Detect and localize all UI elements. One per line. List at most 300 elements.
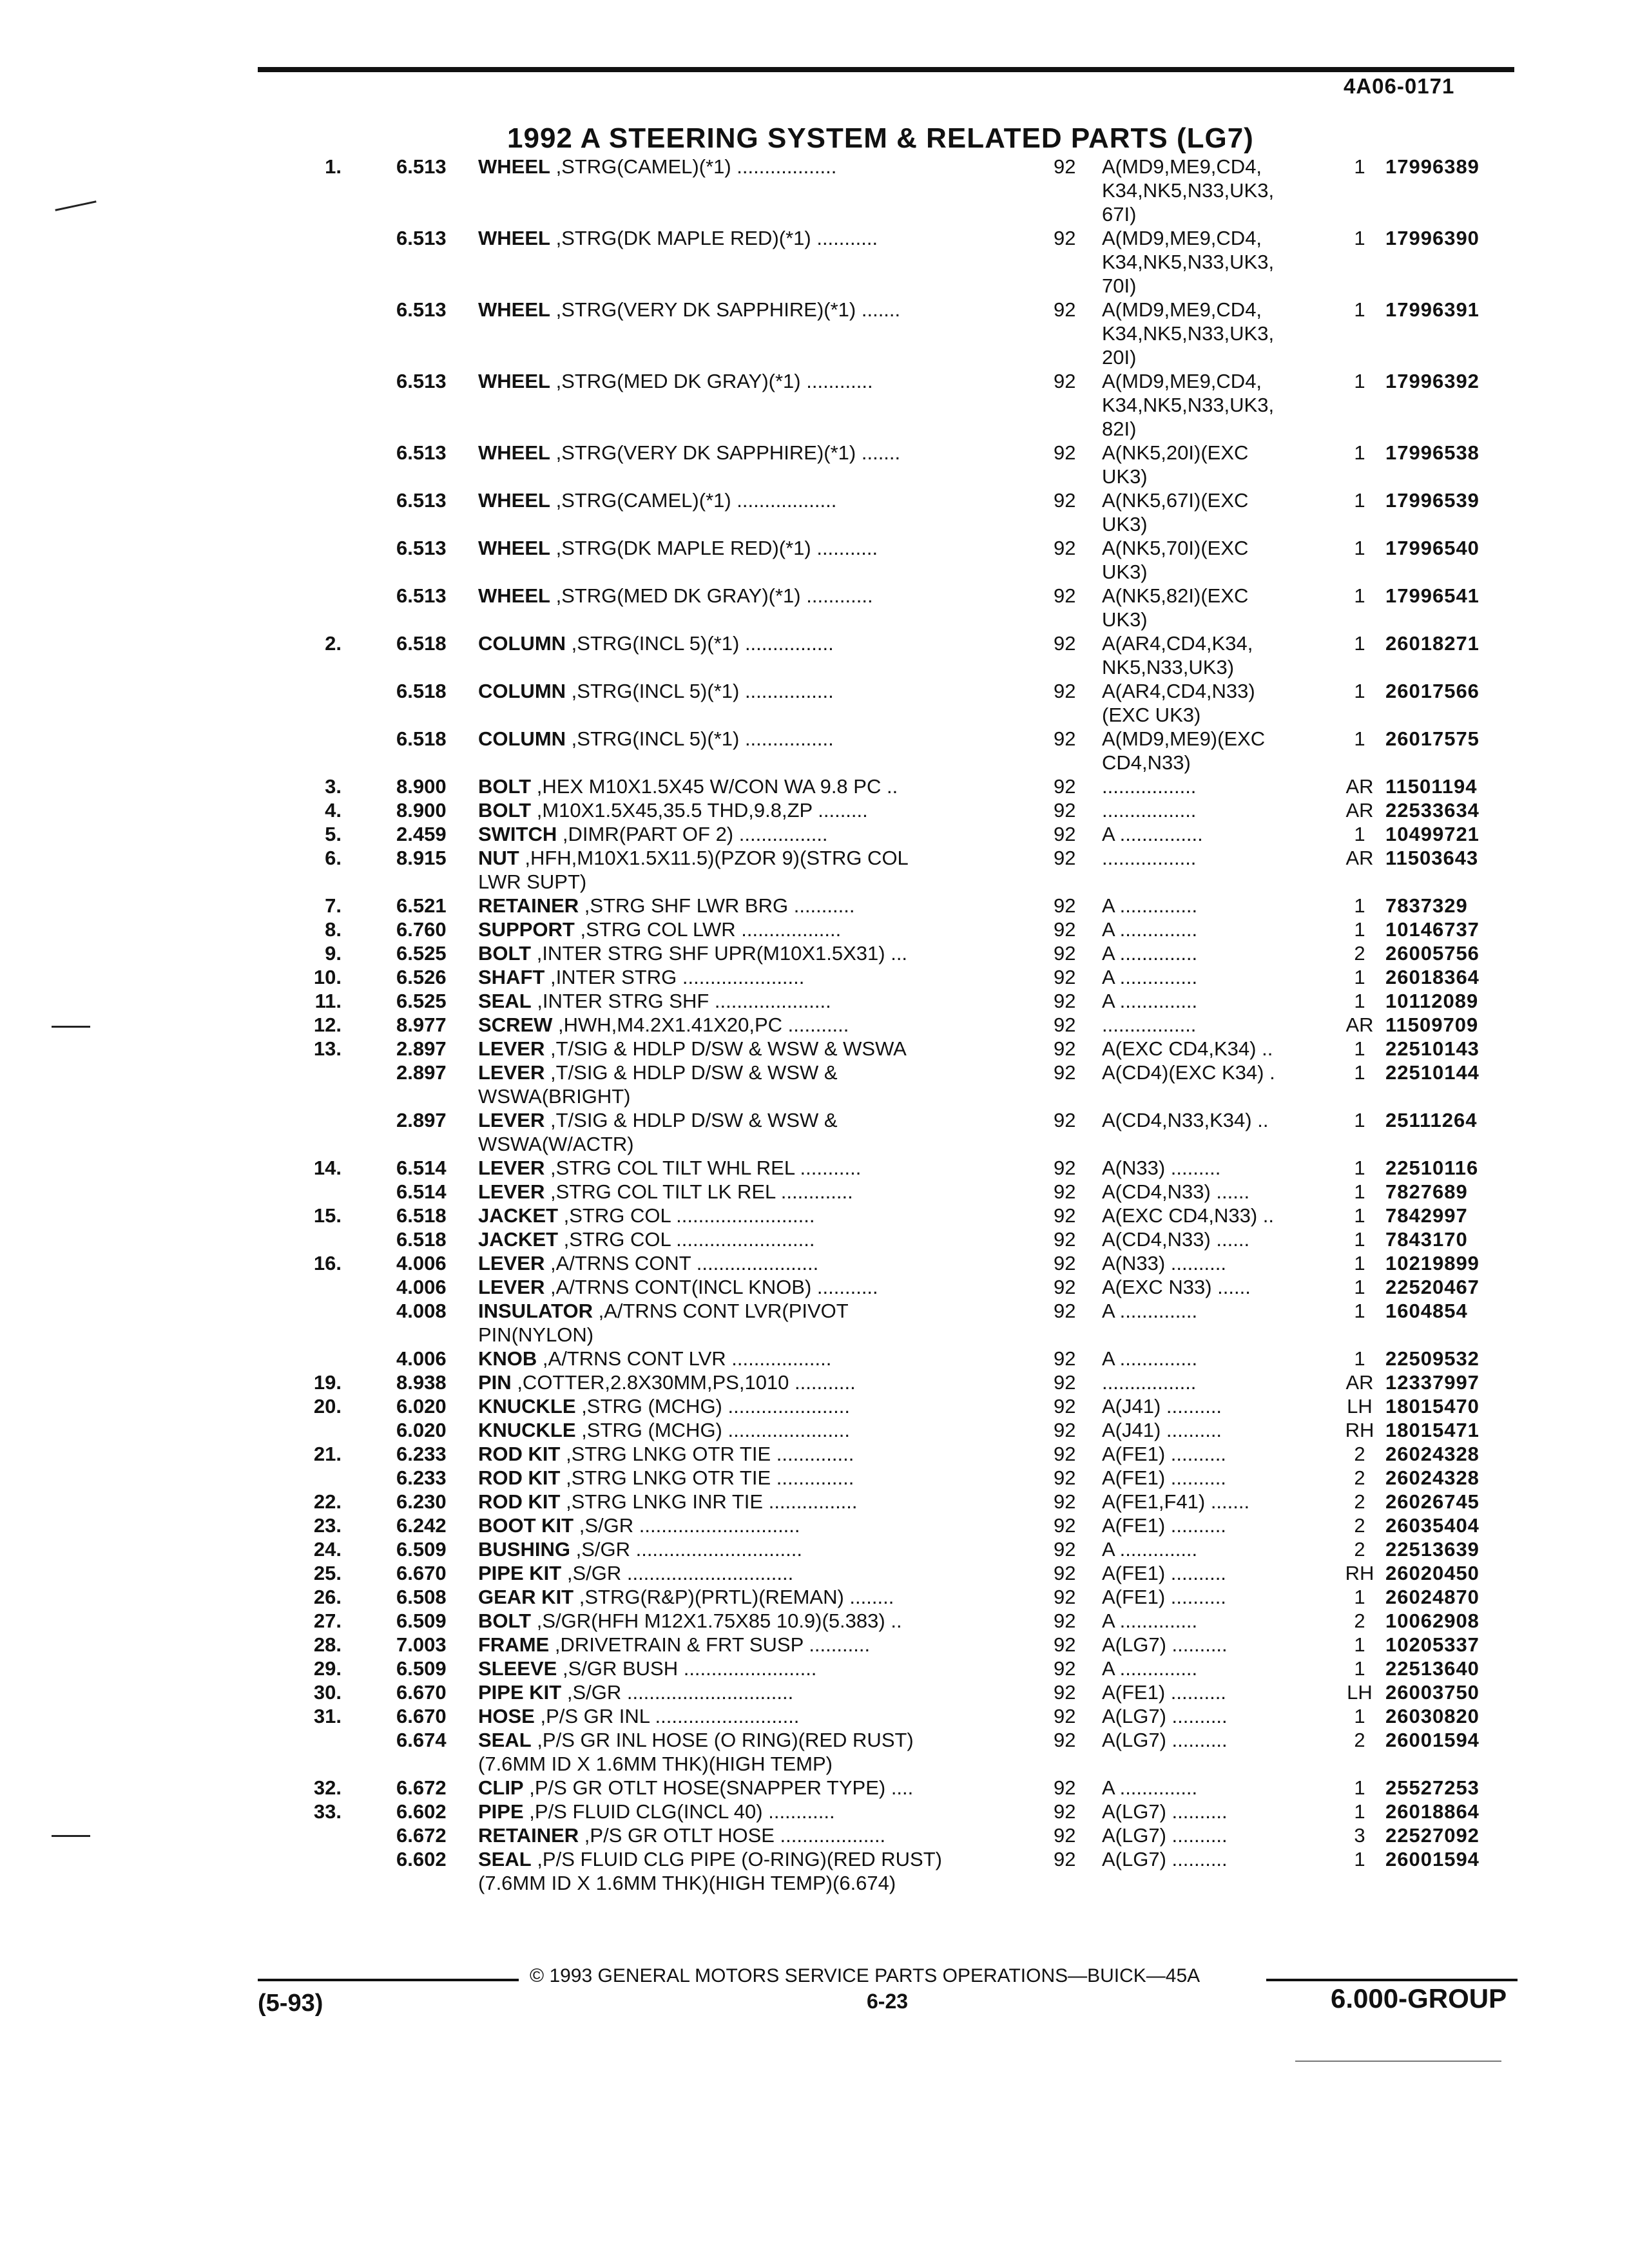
part-number: 10146737 bbox=[1385, 918, 1480, 941]
group-number: 6.020 bbox=[396, 1395, 447, 1418]
part-description bbox=[478, 989, 1007, 1013]
application: A(EXC N33) ...... bbox=[1102, 1276, 1251, 1298]
parts-row bbox=[0, 155, 1629, 226]
application: A(FE1) .......... bbox=[1102, 1681, 1226, 1704]
date-code: (5-93) bbox=[258, 1990, 323, 2017]
part-name: SCREW bbox=[478, 1014, 553, 1036]
group-number: 4.008 bbox=[396, 1300, 447, 1322]
application: A(FE1) .......... bbox=[1102, 1514, 1226, 1537]
parts-row bbox=[0, 1823, 1629, 1847]
part-number: 26020450 bbox=[1385, 1562, 1480, 1584]
application: A(EXC CD4,K34) .. bbox=[1102, 1037, 1273, 1060]
parts-row bbox=[0, 1037, 1629, 1061]
item-number: 5. bbox=[325, 823, 342, 845]
quantity: 2 bbox=[1354, 1610, 1365, 1632]
quantity: 1 bbox=[1354, 918, 1365, 941]
part-name: WHEEL bbox=[478, 441, 550, 464]
part-number: 22509532 bbox=[1385, 1347, 1480, 1370]
group-number: 8.977 bbox=[396, 1014, 447, 1036]
parts-row bbox=[0, 774, 1629, 798]
group-label: 6.000-GROUP bbox=[1331, 1983, 1507, 2013]
part-name: JACKET bbox=[478, 1204, 559, 1227]
part-detail: ,INTER STRG SHF ..................... bbox=[537, 990, 831, 1012]
part-number: 17996391 bbox=[1385, 298, 1480, 321]
model-year: 92 bbox=[1054, 632, 1076, 655]
part-name: SHAFT bbox=[478, 966, 545, 988]
part-name: WHEEL bbox=[478, 370, 550, 392]
part-number: 10499721 bbox=[1385, 823, 1480, 845]
part-name: LEVER bbox=[478, 1252, 545, 1274]
part-description bbox=[478, 1728, 1007, 1776]
parts-row bbox=[0, 369, 1629, 441]
model-year: 92 bbox=[1054, 1371, 1076, 1394]
parts-row bbox=[0, 727, 1629, 774]
part-detail: ,STRG(R&P)(PRTL)(REMAN) ........ bbox=[579, 1586, 894, 1608]
application: A(MD9,ME9,CD4, K34,NK5,N33,UK3, 20I) bbox=[1102, 298, 1275, 369]
part-number: 26003750 bbox=[1385, 1681, 1480, 1704]
part-description bbox=[478, 727, 1007, 751]
part-number: 1604854 bbox=[1385, 1300, 1468, 1322]
part-name: SUPPORT bbox=[478, 918, 575, 941]
part-name: KNOB bbox=[478, 1347, 537, 1370]
parts-row bbox=[0, 679, 1629, 727]
quantity: 1 bbox=[1354, 441, 1365, 464]
part-name: SWITCH bbox=[478, 823, 557, 845]
group-number: 6.518 bbox=[396, 1204, 447, 1227]
model-year: 92 bbox=[1054, 1848, 1076, 1870]
group-number: 6.670 bbox=[396, 1681, 447, 1704]
part-number: 26030820 bbox=[1385, 1705, 1480, 1727]
part-number: 26017575 bbox=[1385, 727, 1480, 750]
model-year: 92 bbox=[1054, 1514, 1076, 1537]
model-year: 92 bbox=[1054, 918, 1076, 941]
part-description bbox=[478, 1156, 1007, 1180]
quantity: 1 bbox=[1354, 1037, 1365, 1060]
part-description bbox=[478, 679, 1007, 703]
part-name: PIPE KIT bbox=[478, 1562, 562, 1584]
application: A(CD4,N33,K34) .. bbox=[1102, 1109, 1269, 1131]
part-description bbox=[478, 1013, 1007, 1037]
part-number: 7837329 bbox=[1385, 894, 1468, 917]
part-detail: ,T/SIG & HDLP D/SW & WSW & WSWA bbox=[550, 1037, 907, 1060]
copyright-text: © 1993 GENERAL MOTORS SERVICE PARTS OPERATIONS—BUICK—45A bbox=[530, 1965, 1200, 1986]
parts-row bbox=[0, 441, 1629, 488]
model-year: 92 bbox=[1054, 1681, 1076, 1704]
part-detail: ,STRG(MED DK GRAY)(*1) ............ bbox=[555, 370, 873, 392]
part-detail: ,P/S GR INL .......................... bbox=[540, 1705, 800, 1727]
model-year: 92 bbox=[1054, 823, 1076, 845]
part-name: BOLT bbox=[478, 775, 532, 798]
parts-row bbox=[0, 1156, 1629, 1180]
group-number: 6.760 bbox=[396, 918, 447, 941]
item-number: 29. bbox=[313, 1657, 342, 1680]
quantity: 1 bbox=[1354, 1776, 1365, 1799]
model-year: 92 bbox=[1054, 1180, 1076, 1203]
item-number: 25. bbox=[313, 1562, 342, 1584]
part-name: KNUCKLE bbox=[478, 1395, 576, 1418]
item-number: 10. bbox=[313, 966, 342, 988]
quantity: LH bbox=[1347, 1681, 1373, 1704]
model-year: 92 bbox=[1054, 1157, 1076, 1179]
application: A(EXC CD4,N33) .. bbox=[1102, 1204, 1275, 1227]
group-number: 6.509 bbox=[396, 1610, 447, 1632]
group-number: 6.518 bbox=[396, 680, 447, 702]
application: A .............. bbox=[1102, 1610, 1198, 1632]
quantity: 1 bbox=[1354, 155, 1365, 178]
part-detail: ,STRG SHF LWR BRG ........... bbox=[584, 894, 855, 917]
part-detail: ,P/S GR INL HOSE (O RING)(RED RUST) (7.6MM ID X 1.6MM THK)(HIGH TEMP) bbox=[478, 1729, 914, 1775]
application: A .............. bbox=[1102, 1347, 1198, 1370]
group-number: 6.509 bbox=[396, 1538, 447, 1561]
part-name: BOOT KIT bbox=[478, 1514, 574, 1537]
part-description bbox=[478, 1227, 1007, 1251]
parts-row bbox=[0, 1680, 1629, 1704]
part-name: CLIP bbox=[478, 1776, 524, 1799]
part-detail: ,STRG(DK MAPLE RED)(*1) ........... bbox=[555, 537, 878, 559]
model-year: 92 bbox=[1054, 990, 1076, 1012]
model-year: 92 bbox=[1054, 1562, 1076, 1584]
group-number: 6.508 bbox=[396, 1586, 447, 1608]
part-detail: ,STRG LNKG OTR TIE .............. bbox=[566, 1443, 854, 1465]
model-year: 92 bbox=[1054, 1300, 1076, 1322]
parts-row bbox=[0, 1418, 1629, 1442]
model-year: 92 bbox=[1054, 1228, 1076, 1251]
parts-row bbox=[0, 1061, 1629, 1108]
model-year: 92 bbox=[1054, 155, 1076, 178]
quantity: 1 bbox=[1354, 489, 1365, 512]
part-name: LEVER bbox=[478, 1061, 545, 1084]
part-description bbox=[478, 1299, 1007, 1347]
part-name: LEVER bbox=[478, 1180, 545, 1203]
group-number: 6.602 bbox=[396, 1848, 447, 1870]
quantity: 1 bbox=[1354, 632, 1365, 655]
part-name: KNUCKLE bbox=[478, 1419, 576, 1441]
model-year: 92 bbox=[1054, 1800, 1076, 1823]
model-year: 92 bbox=[1054, 799, 1076, 822]
application: A(FE1,F41) ....... bbox=[1102, 1490, 1250, 1513]
group-number: 6.521 bbox=[396, 894, 447, 917]
application: A(N33) .......... bbox=[1102, 1252, 1226, 1274]
part-description bbox=[478, 226, 1007, 250]
model-year: 92 bbox=[1054, 1490, 1076, 1513]
part-detail: ,P/S GR OTLT HOSE(SNAPPER TYPE) .... bbox=[529, 1776, 914, 1799]
parts-row bbox=[0, 846, 1629, 894]
part-name: FRAME bbox=[478, 1633, 550, 1656]
part-number: 26024328 bbox=[1385, 1466, 1480, 1489]
part-name: COLUMN bbox=[478, 632, 566, 655]
part-name: RETAINER bbox=[478, 1824, 579, 1847]
parts-row bbox=[0, 965, 1629, 989]
part-number: 17996389 bbox=[1385, 155, 1480, 178]
item-number: 6. bbox=[325, 847, 342, 869]
part-detail: ,STRG COL ......................... bbox=[563, 1228, 815, 1251]
part-detail: ,A/TRNS CONT LVR(PIVOT PIN(NYLON) bbox=[478, 1300, 849, 1346]
quantity: 2 bbox=[1354, 1490, 1365, 1513]
part-number: 18015470 bbox=[1385, 1395, 1480, 1418]
application: A(LG7) .......... bbox=[1102, 1848, 1228, 1870]
part-description bbox=[478, 155, 1007, 178]
model-year: 92 bbox=[1054, 1109, 1076, 1131]
parts-row bbox=[0, 989, 1629, 1013]
part-description bbox=[478, 1204, 1007, 1227]
quantity: 1 bbox=[1354, 1180, 1365, 1203]
parts-row bbox=[0, 894, 1629, 918]
quantity: 1 bbox=[1354, 1300, 1365, 1322]
application: ................. bbox=[1102, 775, 1197, 798]
part-name: BOLT bbox=[478, 942, 532, 965]
application: A .............. bbox=[1102, 1776, 1198, 1799]
item-number: 26. bbox=[313, 1586, 342, 1608]
item-number: 24. bbox=[313, 1538, 342, 1561]
model-year: 92 bbox=[1054, 227, 1076, 249]
part-detail: ,DIMR(PART OF 2) ................ bbox=[562, 823, 828, 845]
part-description bbox=[478, 1609, 1007, 1633]
model-year: 92 bbox=[1054, 1252, 1076, 1274]
part-number: 25527253 bbox=[1385, 1776, 1480, 1799]
quantity: 1 bbox=[1354, 227, 1365, 249]
application: A(J41) .......... bbox=[1102, 1419, 1222, 1441]
parts-row bbox=[0, 1299, 1629, 1347]
part-description bbox=[478, 1061, 1007, 1108]
group-number: 6.518 bbox=[396, 1228, 447, 1251]
part-detail: ,STRG(CAMEL)(*1) .................. bbox=[555, 489, 837, 512]
quantity: AR bbox=[1345, 799, 1374, 822]
quantity: AR bbox=[1345, 847, 1374, 869]
part-detail: ,STRG(INCL 5)(*1) ................ bbox=[571, 680, 834, 702]
part-number: 26018271 bbox=[1385, 632, 1480, 655]
group-number: 6.513 bbox=[396, 370, 447, 392]
part-description bbox=[478, 1823, 1007, 1847]
application: A(LG7) .......... bbox=[1102, 1705, 1228, 1727]
model-year: 92 bbox=[1054, 1657, 1076, 1680]
part-name: GEAR KIT bbox=[478, 1586, 574, 1608]
part-detail: ,T/SIG & HDLP D/SW & WSW & WSWA(BRIGHT) bbox=[478, 1061, 838, 1108]
application: A(FE1) .......... bbox=[1102, 1586, 1226, 1608]
item-number: 8. bbox=[325, 918, 342, 941]
part-detail: ,S/GR BUSH ........................ bbox=[562, 1657, 817, 1680]
group-number: 6.513 bbox=[396, 155, 447, 178]
part-number: 26018864 bbox=[1385, 1800, 1480, 1823]
part-detail: ,M10X1.5X45,35.5 THD,9.8,ZP ......... bbox=[536, 799, 868, 822]
group-number: 6.525 bbox=[396, 990, 447, 1012]
parts-row bbox=[0, 1704, 1629, 1728]
item-number: 15. bbox=[313, 1204, 342, 1227]
quantity: 1 bbox=[1354, 298, 1365, 321]
parts-row bbox=[0, 1561, 1629, 1585]
part-name: PIPE KIT bbox=[478, 1681, 562, 1704]
bottom-rule bbox=[1295, 2061, 1501, 2062]
model-year: 92 bbox=[1054, 1204, 1076, 1227]
group-number: 2.897 bbox=[396, 1061, 447, 1084]
application: A(AR4,CD4,K34, NK5,N33,UK3) bbox=[1102, 632, 1253, 678]
parts-row bbox=[0, 1251, 1629, 1275]
part-number: 12337997 bbox=[1385, 1371, 1480, 1394]
part-number: 11501194 bbox=[1385, 775, 1478, 798]
group-number: 4.006 bbox=[396, 1347, 447, 1370]
application: A(LG7) .......... bbox=[1102, 1633, 1228, 1656]
application: ................. bbox=[1102, 847, 1197, 869]
quantity: 1 bbox=[1354, 966, 1365, 988]
part-number: 22510143 bbox=[1385, 1037, 1480, 1060]
document-number: 4A06-0171 bbox=[1344, 74, 1455, 98]
item-number: 23. bbox=[313, 1514, 342, 1537]
application: A .............. bbox=[1102, 918, 1198, 941]
part-number: 26001594 bbox=[1385, 1848, 1480, 1870]
part-number: 26001594 bbox=[1385, 1729, 1480, 1751]
part-number: 11509709 bbox=[1385, 1014, 1479, 1036]
part-number: 22533634 bbox=[1385, 799, 1480, 822]
item-number: 28. bbox=[313, 1633, 342, 1656]
part-name: WHEEL bbox=[478, 584, 550, 607]
parts-row bbox=[0, 918, 1629, 941]
parts-row bbox=[0, 1108, 1629, 1156]
quantity: 1 bbox=[1354, 823, 1365, 845]
part-name: RETAINER bbox=[478, 894, 579, 917]
quantity: 2 bbox=[1354, 1466, 1365, 1489]
parts-row bbox=[0, 1633, 1629, 1657]
part-name: WHEEL bbox=[478, 227, 550, 249]
parts-row bbox=[0, 1609, 1629, 1633]
application: A(MD9,ME9,CD4, K34,NK5,N33,UK3, 67I) bbox=[1102, 155, 1275, 226]
part-detail: ,STRG COL LWR .................. bbox=[580, 918, 842, 941]
part-description bbox=[478, 369, 1007, 393]
group-number: 6.602 bbox=[396, 1800, 447, 1823]
model-year: 92 bbox=[1054, 847, 1076, 869]
part-number: 25111264 bbox=[1385, 1109, 1478, 1131]
page-number: 6-23 bbox=[867, 1990, 909, 2013]
item-number: 13. bbox=[313, 1037, 342, 1060]
part-name: COLUMN bbox=[478, 680, 566, 702]
part-description bbox=[478, 488, 1007, 512]
parts-row bbox=[0, 298, 1629, 369]
part-description bbox=[478, 1347, 1007, 1370]
quantity: 1 bbox=[1354, 1800, 1365, 1823]
part-description bbox=[478, 1561, 1007, 1585]
part-name: ROD KIT bbox=[478, 1443, 561, 1465]
model-year: 92 bbox=[1054, 1824, 1076, 1847]
part-detail: ,STRG (MCHG) ...................... bbox=[581, 1419, 850, 1441]
quantity: 1 bbox=[1354, 537, 1365, 559]
quantity: 1 bbox=[1354, 727, 1365, 750]
part-name: SLEEVE bbox=[478, 1657, 557, 1680]
part-description bbox=[478, 1490, 1007, 1514]
parts-row bbox=[0, 822, 1629, 846]
part-description bbox=[478, 798, 1007, 822]
parts-row bbox=[0, 584, 1629, 631]
part-number: 11503643 bbox=[1385, 847, 1479, 869]
quantity: 1 bbox=[1354, 1252, 1365, 1274]
parts-row bbox=[0, 226, 1629, 298]
model-year: 92 bbox=[1054, 1014, 1076, 1036]
item-number: 14. bbox=[313, 1157, 342, 1179]
model-year: 92 bbox=[1054, 489, 1076, 512]
application: A(CD4,N33) ...... bbox=[1102, 1228, 1250, 1251]
quantity: 2 bbox=[1354, 942, 1365, 965]
application: A(NK5,20I)(EXC UK3) bbox=[1102, 441, 1249, 488]
part-name: BUSHING bbox=[478, 1538, 570, 1561]
application: ................. bbox=[1102, 1371, 1197, 1394]
part-detail: ,A/TRNS CONT LVR .................. bbox=[542, 1347, 832, 1370]
parts-row bbox=[0, 1847, 1629, 1895]
part-description bbox=[478, 822, 1007, 846]
model-year: 92 bbox=[1054, 537, 1076, 559]
part-detail: ,STRG (MCHG) ...................... bbox=[581, 1395, 850, 1418]
group-number: 2.459 bbox=[396, 823, 447, 845]
application: A(AR4,CD4,N33) (EXC UK3) bbox=[1102, 680, 1255, 726]
part-name: WHEEL bbox=[478, 298, 550, 321]
application: A .............. bbox=[1102, 894, 1198, 917]
item-number: 33. bbox=[313, 1800, 342, 1823]
parts-row bbox=[0, 631, 1629, 679]
quantity: 1 bbox=[1354, 894, 1365, 917]
part-description bbox=[478, 774, 1007, 798]
part-description bbox=[478, 1633, 1007, 1657]
part-detail: ,A/TRNS CONT(INCL KNOB) ........... bbox=[550, 1276, 878, 1298]
part-number: 26024870 bbox=[1385, 1586, 1480, 1608]
parts-row bbox=[0, 1466, 1629, 1490]
part-detail: ,STRG LNKG INR TIE ................ bbox=[566, 1490, 858, 1513]
item-number: 1. bbox=[325, 155, 342, 178]
quantity: 3 bbox=[1354, 1824, 1365, 1847]
quantity: 1 bbox=[1354, 1276, 1365, 1298]
part-number: 17996540 bbox=[1385, 537, 1480, 559]
item-number: 2. bbox=[325, 632, 342, 655]
parts-row bbox=[0, 1204, 1629, 1227]
model-year: 92 bbox=[1054, 370, 1076, 392]
part-detail: ,COTTER,2.8X30MM,PS,1010 ........... bbox=[517, 1371, 856, 1394]
quantity: 2 bbox=[1354, 1729, 1365, 1751]
part-number: 26018364 bbox=[1385, 966, 1480, 988]
group-number: 6.233 bbox=[396, 1466, 447, 1489]
part-detail: ,STRG COL TILT LK REL ............. bbox=[550, 1180, 853, 1203]
group-number: 6.020 bbox=[396, 1419, 447, 1441]
item-number: 20. bbox=[313, 1395, 342, 1418]
part-number: 10062908 bbox=[1385, 1610, 1480, 1632]
quantity: 1 bbox=[1354, 680, 1365, 702]
model-year: 92 bbox=[1054, 727, 1076, 750]
part-description bbox=[478, 1514, 1007, 1537]
model-year: 92 bbox=[1054, 1395, 1076, 1418]
part-number: 7843170 bbox=[1385, 1228, 1468, 1251]
model-year: 92 bbox=[1054, 1276, 1076, 1298]
parts-row bbox=[0, 1180, 1629, 1204]
part-detail: ,P/S FLUID CLG PIPE (O-RING)(RED RUST) (7.6MM ID X 1.6MM THK)(HIGH TEMP)(6.674) bbox=[478, 1848, 942, 1894]
footer-rule-left bbox=[258, 1979, 519, 1981]
parts-row bbox=[0, 1490, 1629, 1514]
group-number: 6.514 bbox=[396, 1180, 447, 1203]
part-description bbox=[478, 1108, 1007, 1156]
application: ................. bbox=[1102, 1014, 1197, 1036]
part-name: LEVER bbox=[478, 1276, 545, 1298]
application: A(FE1) .......... bbox=[1102, 1562, 1226, 1584]
application: A .............. bbox=[1102, 1300, 1198, 1322]
part-number: 22510116 bbox=[1385, 1157, 1479, 1179]
item-number: 7. bbox=[325, 894, 342, 917]
part-number: 17996390 bbox=[1385, 227, 1480, 249]
application: A(NK5,67I)(EXC UK3) bbox=[1102, 489, 1249, 535]
part-detail: ,S/GR(HFH M12X1.75X85 10.9)(5.383) .. bbox=[536, 1610, 902, 1632]
parts-row bbox=[0, 1347, 1629, 1370]
part-description bbox=[478, 1251, 1007, 1275]
parts-row bbox=[0, 1537, 1629, 1561]
part-description bbox=[478, 1180, 1007, 1204]
parts-row bbox=[0, 1514, 1629, 1537]
parts-row bbox=[0, 941, 1629, 965]
part-number: 18015471 bbox=[1385, 1419, 1480, 1441]
model-year: 92 bbox=[1054, 1037, 1076, 1060]
application: A(MD9,ME9,CD4, K34,NK5,N33,UK3, 82I) bbox=[1102, 370, 1275, 440]
part-detail: ,S/GR ............................. bbox=[579, 1514, 800, 1537]
